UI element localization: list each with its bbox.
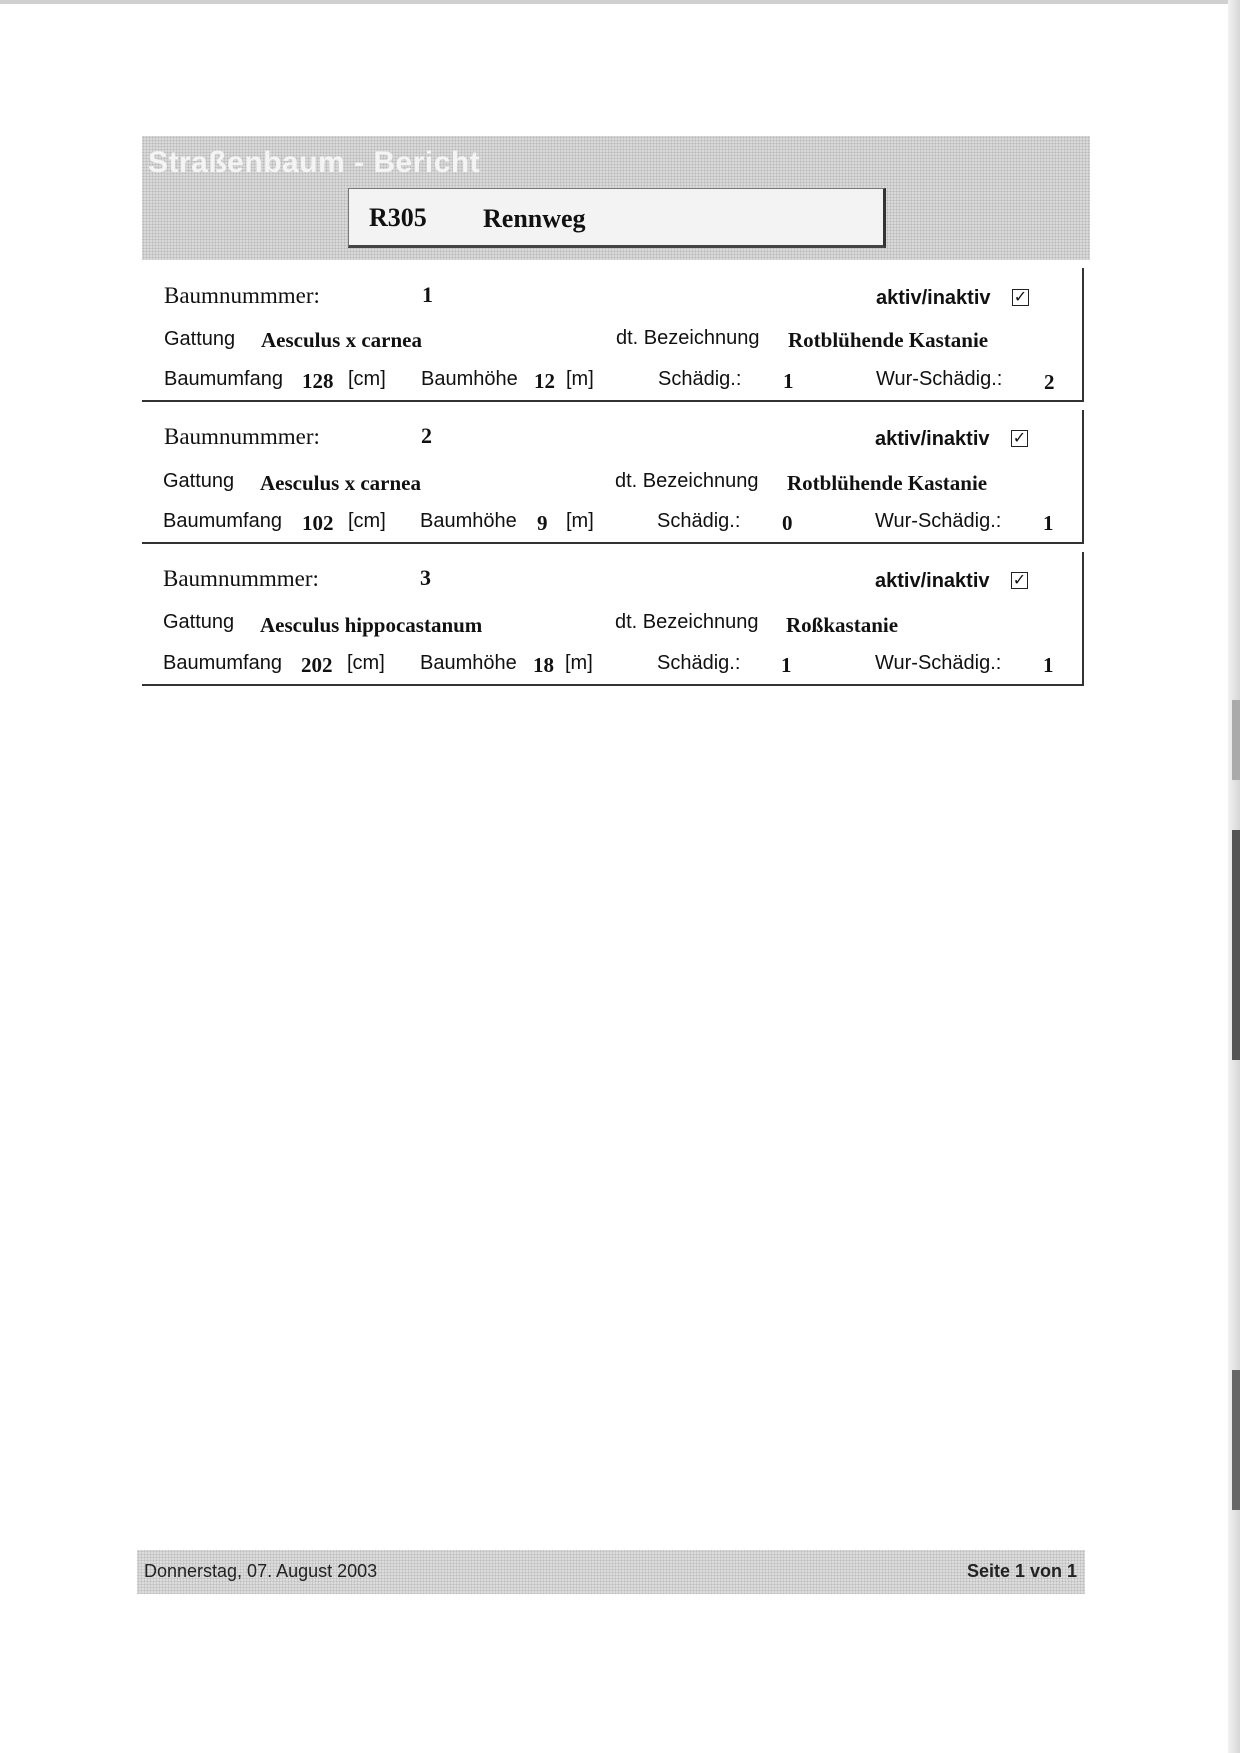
height-label: Baumhöhe — [421, 368, 518, 390]
footer-page-number: Seite 1 von 1 — [966, 1561, 1077, 1581]
street-box — [348, 188, 886, 248]
street-name: Rennweg — [483, 204, 586, 233]
tree-record — [142, 410, 1084, 544]
genus-label: Gattung — [164, 328, 236, 350]
status-label: aktiv/inaktiv — [876, 287, 991, 309]
height-value: 9 — [537, 511, 548, 535]
circumference-unit: [cm] — [348, 510, 386, 532]
height-label: Baumhöhe — [420, 652, 517, 674]
report-title: Straßenbaum - Bericht — [148, 146, 481, 179]
circumference-label: Baumumfang — [163, 510, 282, 532]
tree-number-label: Baumnummmer: — [164, 424, 320, 449]
root-damage-value: 1 — [1043, 511, 1054, 535]
active-checkbox[interactable]: ✓ — [1012, 570, 1027, 589]
status-label: aktiv/inaktiv — [875, 570, 990, 592]
circumference-label: Baumumfang — [163, 652, 282, 674]
damage-label: Schädig.: — [658, 368, 742, 390]
root-damage-value: 2 — [1044, 370, 1055, 394]
height-unit: [m] — [565, 652, 593, 674]
root-damage-value: 1 — [1043, 653, 1054, 677]
damage-value: 0 — [782, 511, 793, 535]
genus-label: Gattung — [163, 470, 235, 492]
height-label: Baumhöhe — [420, 510, 517, 532]
damage-value: 1 — [781, 653, 792, 677]
circumference-unit: [cm] — [348, 368, 386, 390]
damage-label: Schädig.: — [657, 510, 741, 532]
genus-value: Aesculus x carnea — [261, 328, 422, 352]
tree-record — [142, 552, 1084, 686]
street-code: R305 — [369, 203, 427, 232]
root-damage-label: Wur-Schädig.: — [875, 510, 1002, 532]
scan-shadow — [1232, 830, 1240, 1060]
circumference-label: Baumumfang — [164, 368, 283, 390]
status-label: aktiv/inaktiv — [875, 428, 990, 450]
german-name-label: dt. Bezeichnung — [615, 611, 759, 633]
german-name-value: Roßkastanie — [786, 613, 899, 637]
german-name-value: Rotblühende Kastanie — [787, 471, 988, 495]
height-value: 18 — [533, 653, 554, 677]
damage-label: Schädig.: — [657, 652, 741, 674]
tree-number-label: Baumnummmer: — [163, 566, 319, 591]
report-header — [142, 136, 1090, 260]
tree-number-value: 1 — [422, 282, 433, 307]
circumference-value: 102 — [302, 511, 334, 535]
tree-number-value: 2 — [421, 423, 432, 448]
german-name-label: dt. Bezeichnung — [615, 470, 759, 492]
tree-number-label: Baumnummmer: — [164, 283, 320, 308]
root-damage-label: Wur-Schädig.: — [875, 652, 1002, 674]
root-damage-label: Wur-Schädig.: — [876, 368, 1003, 390]
scan-edge-top — [0, 0, 1240, 4]
tree-record — [142, 268, 1084, 402]
scan-shadow — [1232, 700, 1240, 780]
circumference-unit: [cm] — [347, 652, 385, 674]
circumference-value: 202 — [301, 653, 333, 677]
height-unit: [m] — [566, 368, 594, 390]
german-name-value: Rotblühende Kastanie — [788, 328, 989, 352]
report-footer — [137, 1550, 1085, 1594]
genus-value: Aesculus x carnea — [260, 471, 421, 495]
height-value: 12 — [534, 369, 555, 393]
genus-value: Aesculus hippocastanum — [260, 613, 483, 637]
tree-number-value: 3 — [420, 565, 431, 590]
active-checkbox[interactable]: ✓ — [1012, 428, 1027, 447]
german-name-label: dt. Bezeichnung — [616, 327, 760, 349]
circumference-value: 128 — [302, 369, 334, 393]
scan-edge-right — [1228, 0, 1240, 1753]
footer-date: Donnerstag, 07. August 2003 — [144, 1561, 378, 1581]
damage-value: 1 — [783, 369, 794, 393]
genus-label: Gattung — [163, 611, 235, 633]
active-checkbox[interactable]: ✓ — [1013, 287, 1028, 306]
scan-shadow — [1232, 1370, 1240, 1510]
height-unit: [m] — [566, 510, 594, 532]
